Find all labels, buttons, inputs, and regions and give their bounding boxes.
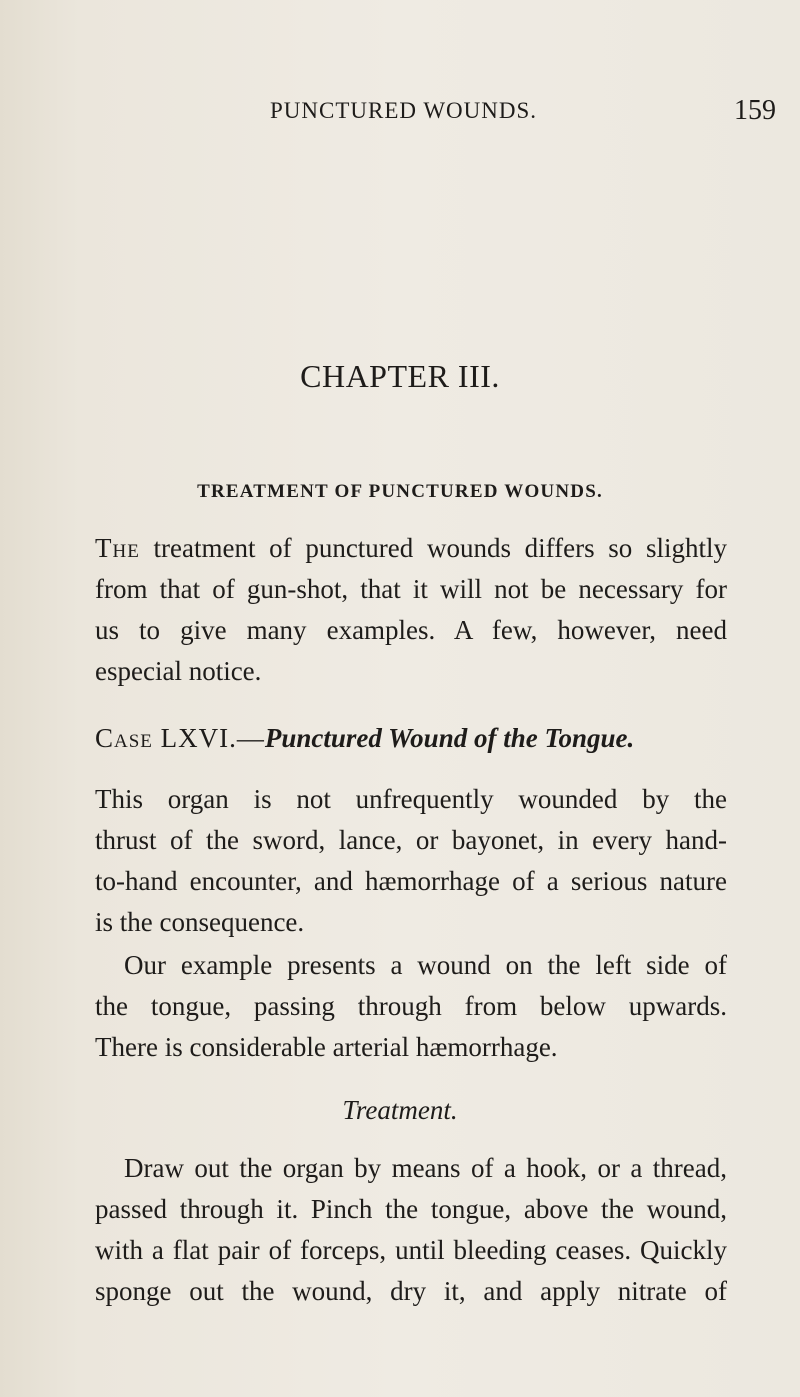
- paragraph-line: Draw out the organ by means of a hook, or a thread,: [124, 1153, 727, 1183]
- paragraph-line: from that of gun-shot, that it will not be necessary for: [95, 574, 727, 604]
- paragraph-line: passed through it. Pinch the tongue, above the wound,: [95, 1194, 727, 1224]
- paragraph-line: [95, 535, 727, 562]
- paragraph-line: This organ is not unfrequently wounded by the: [95, 784, 727, 814]
- paragraph-line: the tongue, passing through from below upwards.: [95, 991, 727, 1021]
- case-heading: [95, 725, 727, 752]
- intro-line-text: treatment of punctured wounds differs so slightly: [153, 533, 728, 563]
- paragraph-line: with a flat pair of forceps, until bleeding ceases. Quickly: [95, 1235, 727, 1265]
- paragraph-line: sponge out the wound, dry it, and apply nitrate of: [95, 1276, 727, 1306]
- paragraph-line: There is considerable arterial hæmorrhage.: [95, 1032, 558, 1062]
- paragraph-line: is the consequence.: [95, 907, 305, 937]
- paragraph-line: Our example presents a wound on the left side of: [124, 950, 727, 980]
- chapter-heading: CHAPTER III.: [300, 358, 500, 394]
- running-title: PUNCTURED WOUNDS.: [270, 98, 538, 123]
- case-label: Case LXVI.—: [95, 723, 265, 753]
- case-title: Punctured Wound of the Tongue.: [264, 723, 635, 753]
- paragraph-line: to-hand encounter, and hæmorrhage of a serious nature: [95, 866, 727, 896]
- paragraph-line: us to give many examples. A few, however, need: [95, 615, 727, 645]
- treatment-heading: Treatment.: [342, 1095, 458, 1125]
- intro-lead-word: The: [95, 533, 140, 563]
- section-title: TREATMENT OF PUNCTURED WOUNDS.: [197, 481, 603, 502]
- paragraph-line: thrust of the sword, lance, or bayonet, in every hand-: [95, 825, 727, 855]
- paragraph-line: especial notice.: [95, 656, 262, 686]
- page-number: 159: [734, 95, 776, 126]
